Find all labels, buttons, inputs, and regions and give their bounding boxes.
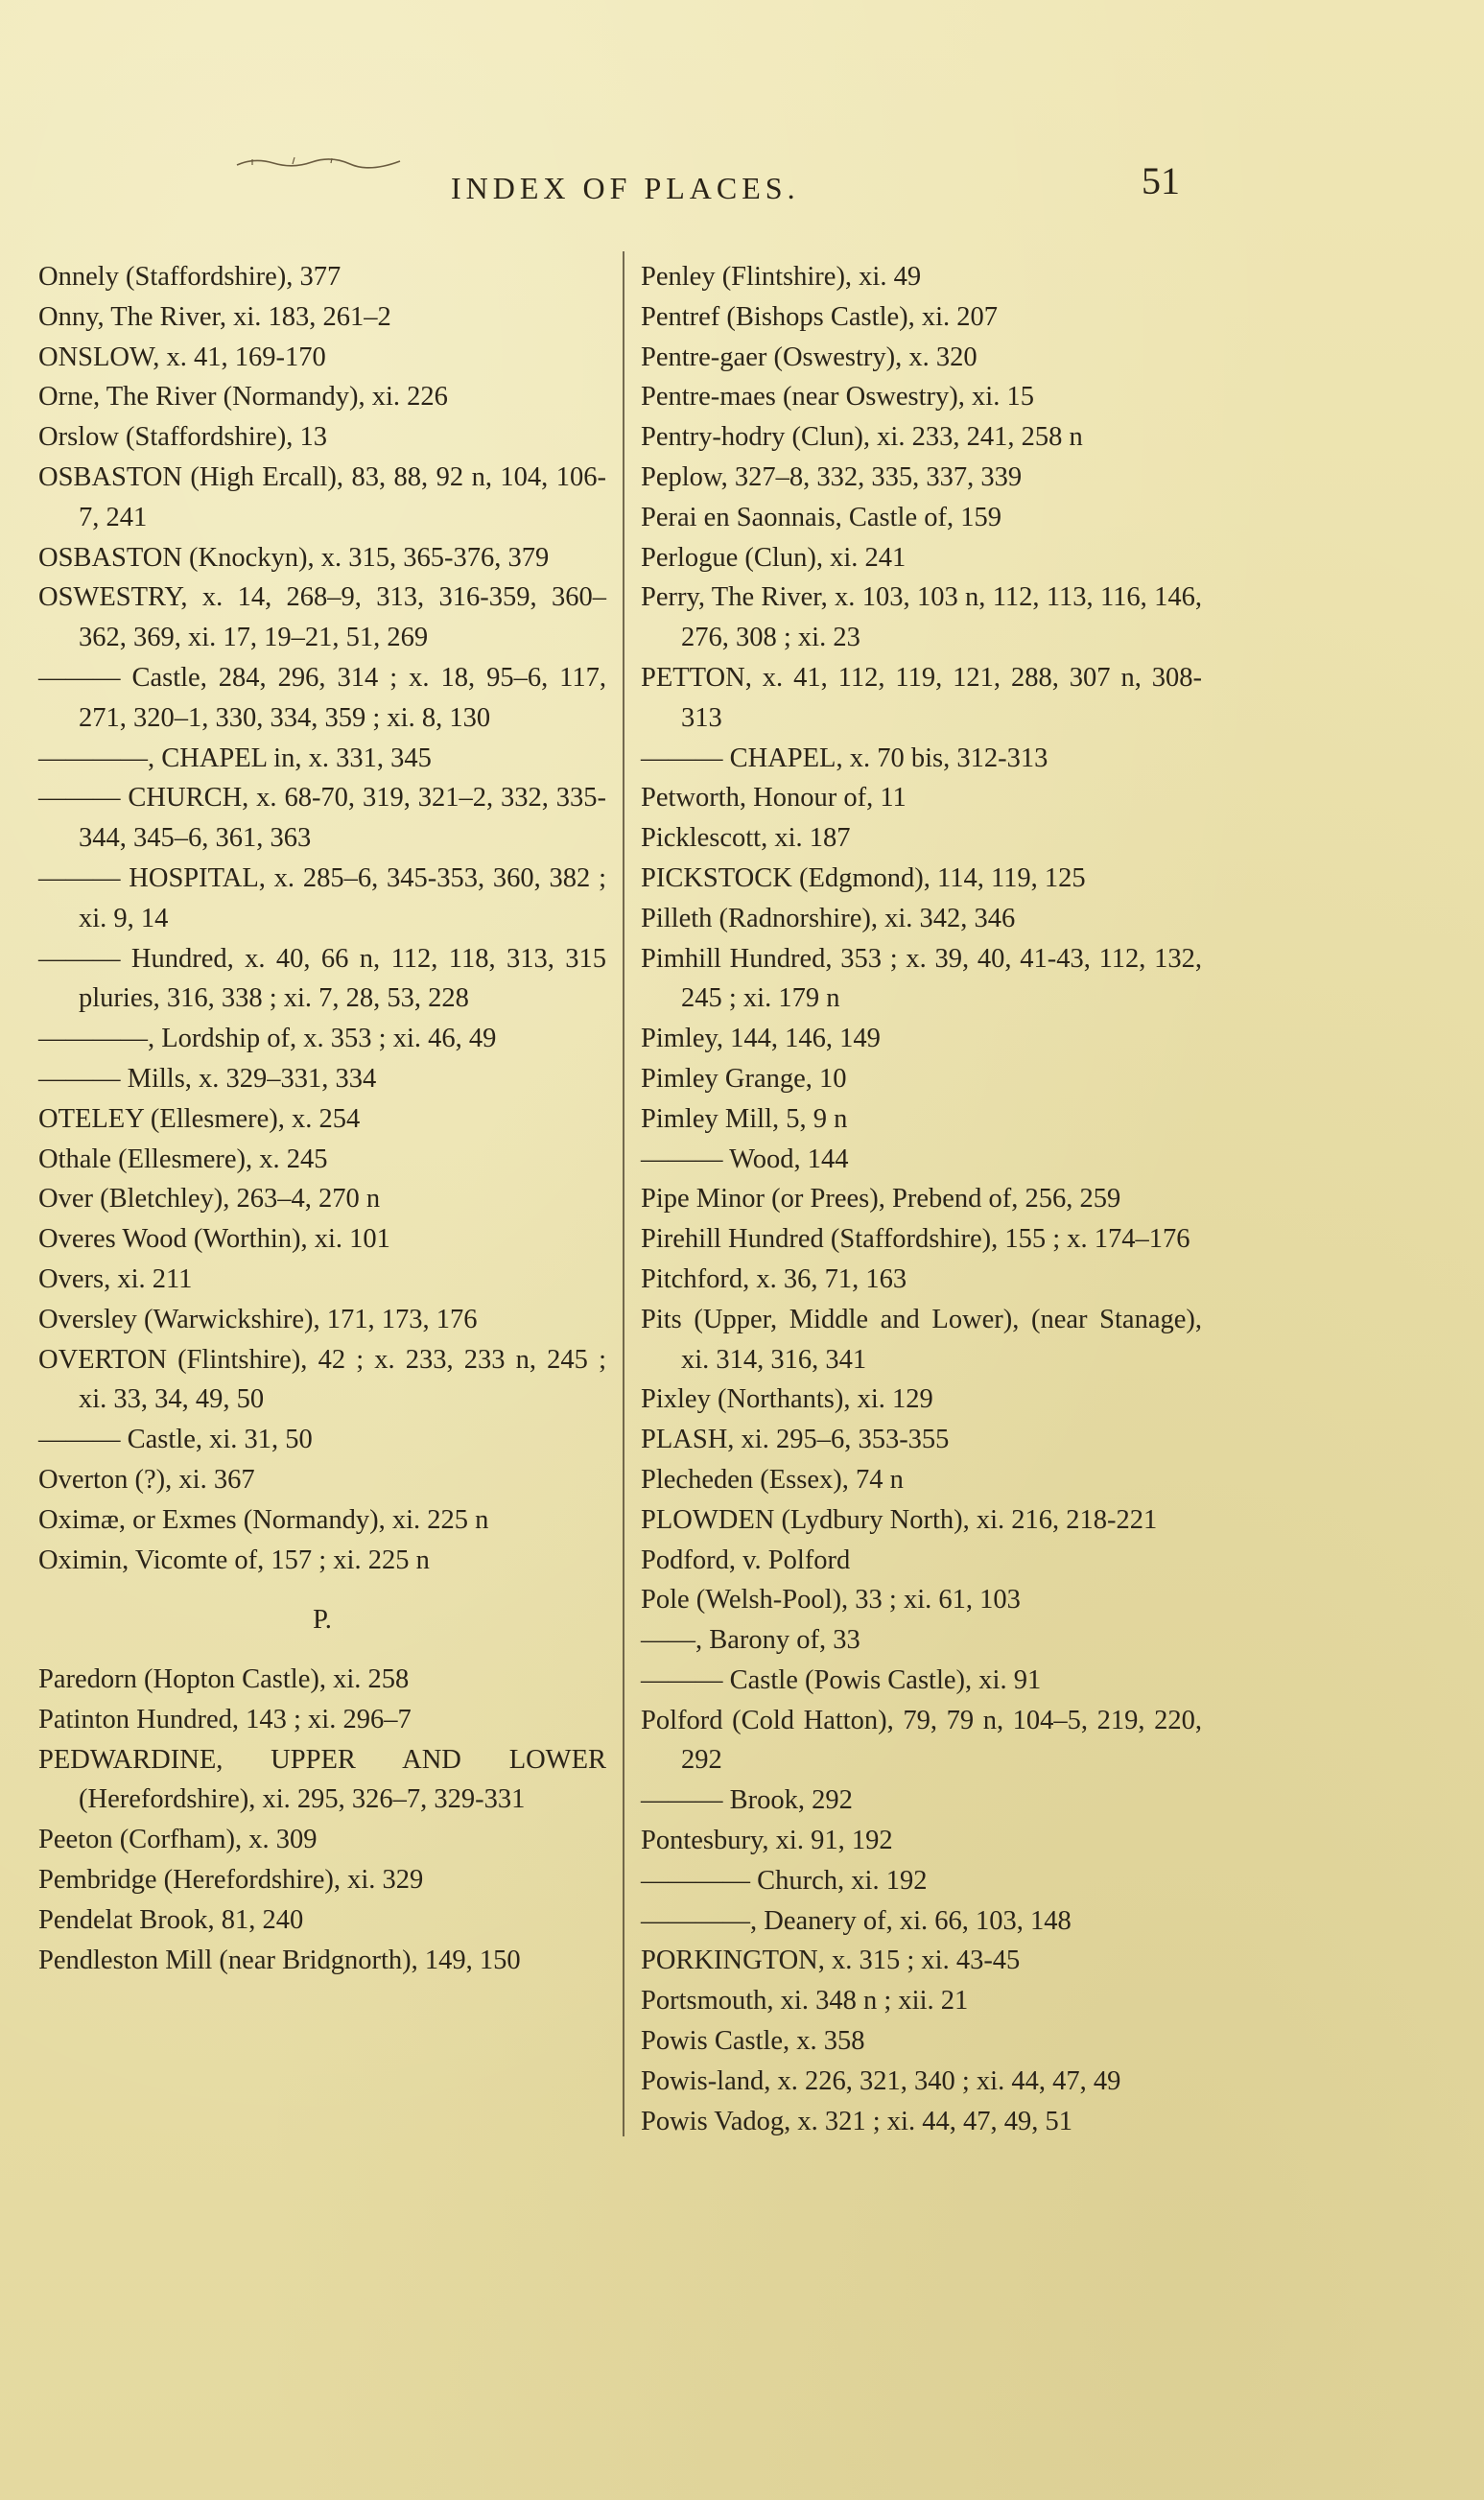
index-entry: Powis Castle, x. 358 <box>641 2026 865 2057</box>
index-entry: Orslow (Staffordshire), 13 <box>38 422 328 453</box>
index-entry: Pitchford, x. 36, 71, 163 <box>641 1263 907 1294</box>
index-column-right <box>641 257 1202 2141</box>
index-entry: PORKINGTON, x. 315 ; xi. 43-45 <box>641 1946 1021 1976</box>
index-entry: OSBASTON (Knockyn), x. 315, 365-376, 379 <box>38 542 550 573</box>
index-entry: ——, Barony of, 33 <box>641 1625 860 1656</box>
index-entry: ——— CHAPEL, x. 70 bis, 312-313 <box>641 743 1048 773</box>
index-entry: Pentry-hodry (Clun), xi. 233, 241, 258 n <box>641 422 1083 453</box>
index-entry: Overes Wood (Worthin), xi. 101 <box>38 1224 390 1255</box>
index-entry: Pipe Minor (or Prees), Prebend of, 256, 259 <box>641 1184 1121 1215</box>
index-entry: Pimley Grange, 10 <box>641 1063 847 1094</box>
index-entry: Pembridge (Herefordshire), xi. 329 <box>38 1865 424 1896</box>
index-entry: Overton (?), xi. 367 <box>38 1464 255 1495</box>
index-entry: PLOWDEN (Lydbury North), xi. 216, 218-221 <box>641 1504 1158 1535</box>
index-entry: OVERTON (Flintshire), 42 ; x. 233, 233 n, 245 ; xi. 33, 34, 49, 50 <box>38 1344 606 1415</box>
index-entry: ——— HOSPITAL, x. 285–6, 345-353, 360, 382 ; xi. 9, 14 <box>38 862 606 933</box>
index-entry: ——— Wood, 144 <box>641 1144 849 1174</box>
index-entry: Petworth, Honour of, 11 <box>641 783 907 814</box>
index-entry: Pirehill Hundred (Staffordshire), 155 ; x. 174–176 <box>641 1224 1190 1255</box>
index-entry: Onny, The River, xi. 183, 261–2 <box>38 301 391 332</box>
index-entry: Podford, v. Polford <box>641 1545 851 1575</box>
index-entry: ———— Church, xi. 192 <box>641 1865 928 1896</box>
index-entry: Orne, The River (Normandy), xi. 226 <box>38 382 448 413</box>
index-entry: Over (Bletchley), 263–4, 270 n <box>38 1184 381 1215</box>
index-entry: ————, Deanery of, xi. 66, 103, 148 <box>641 1905 1072 1936</box>
index-entry: ——— Mills, x. 329–331, 334 <box>38 1063 377 1094</box>
index-entry: Powis Vadog, x. 321 ; xi. 44, 47, 49, 51 <box>641 2106 1072 2136</box>
index-entry: Perlogue (Clun), xi. 241 <box>641 542 907 573</box>
header-flourish-ornament <box>235 153 403 173</box>
index-entry: Pits (Upper, Middle and Lower), (near Stanage), xi. 314, 316, 341 <box>641 1304 1202 1375</box>
index-entry: ——— Castle, xi. 31, 50 <box>38 1425 313 1455</box>
index-entry: Oversley (Warwickshire), 171, 173, 176 <box>38 1304 478 1334</box>
index-entry: Pimley, 144, 146, 149 <box>641 1024 881 1054</box>
index-entry: Paredorn (Hopton Castle), xi. 258 <box>38 1664 410 1695</box>
index-entry: Pendleston Mill (near Bridgnorth), 149, 150 <box>38 1945 521 1975</box>
index-entry: Overs, xi. 211 <box>38 1263 193 1294</box>
index-entry: Peeton (Corfham), x. 309 <box>38 1825 318 1855</box>
index-entry: Portsmouth, xi. 348 n ; xii. 21 <box>641 1986 969 2017</box>
index-entry: Pontesbury, xi. 91, 192 <box>641 1826 893 1856</box>
section-letter-p: P. <box>313 1605 332 1636</box>
index-entry: ONSLOW, x. 41, 169-170 <box>38 342 326 372</box>
index-entry: ——— Castle (Powis Castle), xi. 91 <box>641 1664 1042 1695</box>
index-entry: ————, CHAPEL in, x. 331, 345 <box>38 743 432 773</box>
index-entry: Othale (Ellesmere), x. 245 <box>38 1144 328 1174</box>
running-head: INDEX OF PLACES. <box>451 171 800 205</box>
page-number: 51 <box>1142 159 1180 202</box>
index-entry: PETTON, x. 41, 112, 119, 121, 288, 307 n, 308-313 <box>641 662 1202 733</box>
index-entry: Onnely (Staffordshire), 377 <box>38 262 342 292</box>
index-entry: Picklescott, xi. 187 <box>641 823 851 854</box>
index-entry: OSWESTRY, x. 14, 268–9, 313, 316-359, 360–362, 369, xi. 17, 19–21, 51, 269 <box>38 582 606 653</box>
index-entry: ——— Brook, 292 <box>641 1785 853 1816</box>
index-entry: ——— Castle, 284, 296, 314 ; x. 18, 95–6, 117, 271, 320–1, 330, 334, 359 ; xi. 8, 130 <box>38 662 606 733</box>
index-entry: Pentre-gaer (Oswestry), x. 320 <box>641 342 978 372</box>
index-entry: Powis-land, x. 226, 321, 340 ; xi. 44, 47, 49 <box>641 2065 1121 2096</box>
index-entry: Pimhill Hundred, 353 ; x. 39, 40, 41-43, 112, 132, 245 ; xi. 179 n <box>641 943 1202 1014</box>
index-entry: PLASH, xi. 295–6, 353-355 <box>641 1425 950 1455</box>
index-entry: Pixley (Northants), xi. 129 <box>641 1384 933 1415</box>
index-entry: Pentref (Bishops Castle), xi. 207 <box>641 301 999 332</box>
index-entry: Penley (Flintshire), xi. 49 <box>641 262 922 292</box>
index-column-left <box>38 257 606 1980</box>
index-entry: Pendelat Brook, 81, 240 <box>38 1904 304 1935</box>
index-entry: Oximin, Vicomte of, 157 ; xi. 225 n <box>38 1545 430 1575</box>
index-entry: Polford (Cold Hatton), 79, 79 n, 104–5, 219, 220, 292 <box>641 1705 1202 1776</box>
index-entry: Perry, The River, x. 103, 103 n, 112, 113, 116, 146, 276, 308 ; xi. 23 <box>641 582 1202 653</box>
index-entry: Plecheden (Essex), 74 n <box>641 1464 904 1495</box>
index-entry: PICKSTOCK (Edgmond), 114, 119, 125 <box>641 862 1086 893</box>
index-entry: Perai en Saonnais, Castle of, 159 <box>641 502 1001 532</box>
index-entry: Peplow, 327–8, 332, 335, 337, 339 <box>641 461 1023 492</box>
index-entry: OTELEY (Ellesmere), x. 254 <box>38 1103 361 1134</box>
index-entry: Pilleth (Radnorshire), xi. 342, 346 <box>641 903 1016 933</box>
index-entry: Oximæ, or Exmes (Normandy), xi. 225 n <box>38 1504 489 1535</box>
column-divider <box>623 251 624 2136</box>
index-entry: Pentre-maes (near Oswestry), xi. 15 <box>641 382 1034 413</box>
index-entry: ——— Hundred, x. 40, 66 n, 112, 118, 313, 315 pluries, 316, 338 ; xi. 7, 28, 53, 228 <box>38 943 606 1014</box>
index-entry: Pole (Welsh-Pool), 33 ; xi. 61, 103 <box>641 1585 1021 1616</box>
index-entry: Pimley Mill, 5, 9 n <box>641 1103 848 1134</box>
index-entry: PEDWARDINE, UPPER AND LOWER (Herefordshire), xi. 295, 326–7, 329-331 <box>38 1744 606 1815</box>
index-entry: ————, Lordship of, x. 353 ; xi. 46, 49 <box>38 1024 497 1054</box>
index-entry: Patinton Hundred, 143 ; xi. 296–7 <box>38 1704 412 1734</box>
index-entry: OSBASTON (High Ercall), 83, 88, 92 n, 104, 106-7, 241 <box>38 461 606 532</box>
index-entry: ——— CHURCH, x. 68-70, 319, 321–2, 332, 335-344, 345–6, 361, 363 <box>38 783 606 854</box>
